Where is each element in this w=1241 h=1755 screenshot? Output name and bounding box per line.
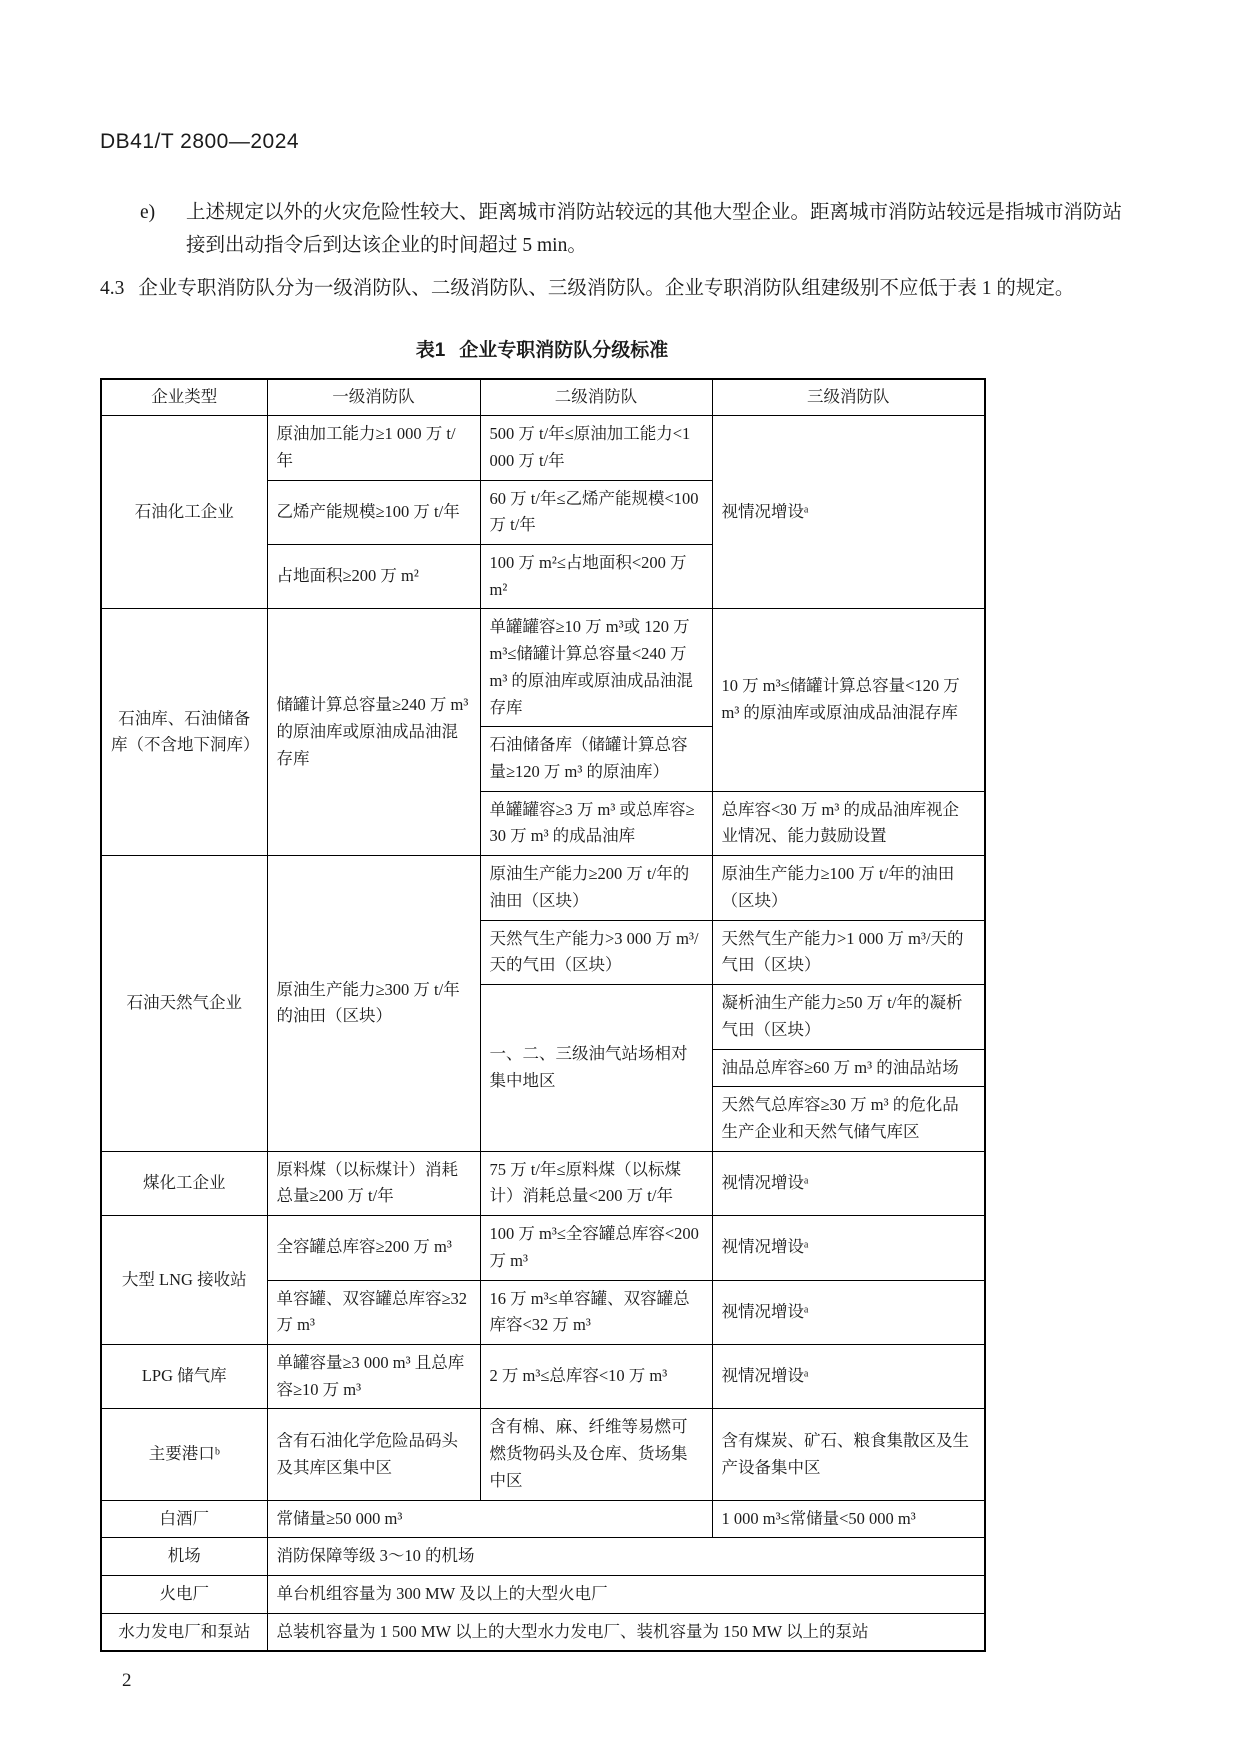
- table-header-row: [101, 379, 985, 415]
- page-number: 2: [122, 1670, 132, 1692]
- cell-gas-l3-r1: 原油生产能力≥100 万 t/年的油田（区块）: [712, 856, 985, 920]
- cell-hydro-span: 总装机容量为 1 500 MW 以上的大型水力发电厂、装机容量为 150 MW 以上的泵站: [267, 1613, 985, 1651]
- cell-baijiu-l3: 1 000 m³≤常储量<50 000 m³: [712, 1500, 985, 1538]
- column-header-level2: 二级消防队: [480, 379, 712, 415]
- cell-depot-l3-r12: 10 万 m³≤储罐计算总容量<120 万 m³ 的原油库或原油成品油混存库: [712, 609, 985, 791]
- cell-gas-l3-r4: 油品总库容≥60 万 m³ 的油品站场: [712, 1049, 985, 1087]
- cell-power-span: 单台机组容量为 300 MW 及以上的大型火电厂: [267, 1576, 985, 1614]
- cell-depot-l2-r3: 单罐罐容≥3 万 m³ 或总库容≥30 万 m³ 的成品油库: [480, 791, 712, 855]
- table-row: [101, 856, 985, 920]
- cell-coal-l2: 75 万 t/年≤原料煤（以标煤计）消耗总量<200 万 t/年: [480, 1151, 712, 1215]
- table-row: [101, 1500, 985, 1538]
- cell-gas-l3-r5: 天然气总库容≥30 万 m³ 的危化品生产企业和天然气储气库区: [712, 1087, 985, 1151]
- cell-gas-l2-r345: 一、二、三级油气站场相对集中地区: [480, 985, 712, 1152]
- cell-petrochemical-type: 石油化工企业: [101, 416, 267, 609]
- table-row: [101, 1151, 985, 1215]
- cell-port-l3: 含有煤炭、矿石、粮食集散区及生产设备集中区: [712, 1409, 985, 1500]
- clause-4-3: [100, 272, 1141, 305]
- cell-lng-l1-r1: 全容罐总库容≥200 万 m³: [267, 1216, 480, 1280]
- cell-depot-l2-r2: 石油储备库（储罐计算总容量≥120 万 m³ 的原油库）: [480, 727, 712, 791]
- cell-petro-l1-r1: 原油加工能力≥1 000 万 t/年: [267, 416, 480, 480]
- list-item-e-label: e): [140, 202, 156, 223]
- cell-airport-type: 机场: [101, 1538, 267, 1576]
- clause-text: 企业专职消防队分为一级消防队、二级消防队、三级消防队。企业专职消防队组建级别不应低于表 1 的规定。: [138, 278, 1075, 300]
- cell-port-l2: 含有棉、麻、纤维等易燃可燃货物码头及仓库、货场集中区: [480, 1409, 712, 1500]
- cell-petro-l2-r2: 60 万 t/年≤乙烯产能规模<100 万 t/年: [480, 480, 712, 544]
- table-row: [101, 1538, 985, 1576]
- cell-lng-l2-r2: 16 万 m³≤单容罐、双容罐总库容<32 万 m³: [480, 1280, 712, 1344]
- cell-coal-l3: 视情况增设ᵃ: [712, 1151, 985, 1215]
- table-row: [101, 609, 985, 727]
- cell-airport-span: 消防保障等级 3～10 的机场: [267, 1538, 985, 1576]
- cell-lng-type: 大型 LNG 接收站: [101, 1216, 267, 1345]
- clause-number: 4.3: [100, 278, 125, 300]
- cell-petro-l2-r1: 500 万 t/年≤原油加工能力<1 000 万 t/年: [480, 416, 712, 480]
- doc-number: DB41/T 2800—2024: [100, 130, 300, 153]
- table-row: [101, 1613, 985, 1651]
- cell-power-type: 火电厂: [101, 1576, 267, 1614]
- table-caption-label: 表1: [415, 340, 446, 362]
- column-header-enterprise-type: 企业类型: [101, 379, 267, 415]
- cell-lpg-l3: 视情况增设ᵃ: [712, 1344, 985, 1408]
- cell-lng-l1-r2: 单容罐、双容罐总库容≥32 万 m³: [267, 1280, 480, 1344]
- cell-lpg-type: LPG 储气库: [101, 1344, 267, 1408]
- cell-baijiu-l12: 常储量≥50 000 m³: [267, 1500, 712, 1538]
- cell-lpg-l1: 单罐容量≥3 000 m³ 且总库容≥10 万 m³: [267, 1344, 480, 1408]
- cell-depot-l2-r1: 单罐罐容≥10 万 m³或 120 万 m³≤储罐计算总容量<240 万 m³ 的原油库或原油成品油混存库: [480, 609, 712, 727]
- column-header-level3: 三级消防队: [712, 379, 985, 415]
- cell-gas-l3-r3: 凝析油生产能力≥50 万 t/年的凝析气田（区块）: [712, 985, 985, 1049]
- cell-baijiu-type: 白酒厂: [101, 1500, 267, 1538]
- cell-petro-l3: 视情况增设ᵃ: [712, 416, 985, 609]
- table-caption-title: 企业专职消防队分级标准: [459, 340, 669, 362]
- column-header-level1: 一级消防队: [267, 379, 480, 415]
- cell-lng-l2-r1: 100 万 m³≤全容罐总库容<200 万 m³: [480, 1216, 712, 1280]
- cell-lng-l3-r1: 视情况增设ᵃ: [712, 1216, 985, 1280]
- cell-depot-l1: 储罐计算总容量≥240 万 m³ 的原油库或原油成品油混存库: [267, 609, 480, 856]
- cell-petro-l1-r2: 乙烯产能规模≥100 万 t/年: [267, 480, 480, 544]
- cell-petro-l1-r3: 占地面积≥200 万 m²: [267, 545, 480, 609]
- cell-gas-type: 石油天然气企业: [101, 856, 267, 1151]
- table-row: [101, 416, 985, 480]
- cell-depot-type: 石油库、石油储备库（不含地下洞库）: [101, 609, 267, 856]
- cell-gas-l2-r2: 天然气生产能力>3 000 万 m³/天的气田（区块）: [480, 920, 712, 984]
- cell-petro-l2-r3: 100 万 m²≤占地面积<200 万 m²: [480, 545, 712, 609]
- table-caption: [100, 335, 984, 362]
- table-row: [101, 1409, 985, 1500]
- cell-hydro-type: 水力发电厂和泵站: [101, 1613, 267, 1651]
- cell-lpg-l2: 2 万 m³≤总库容<10 万 m³: [480, 1344, 712, 1408]
- cell-depot-l3-r3: 总库容<30 万 m³ 的成品油库视企业情况、能力鼓励设置: [712, 791, 985, 855]
- list-item-e: [100, 196, 1141, 262]
- list-item-e-text: 上述规定以外的火灾危险性较大、距离城市消防站较远的其他大型企业。距离城市消防站较远是指城市消防站接到出动指令后到达该企业的时间超过 5 min。: [186, 202, 1123, 257]
- table-row: [101, 1344, 985, 1408]
- cell-lng-l3-r2: 视情况增设ᵃ: [712, 1280, 985, 1344]
- cell-coal-l1: 原料煤（以标煤计）消耗总量≥200 万 t/年: [267, 1151, 480, 1215]
- cell-gas-l2-r1: 原油生产能力≥200 万 t/年的油田（区块）: [480, 856, 712, 920]
- cell-coal-type: 煤化工企业: [101, 1151, 267, 1215]
- table-row: [101, 1216, 985, 1280]
- classification-table: [100, 378, 986, 1652]
- cell-port-l1: 含有石油化学危险品码头及其库区集中区: [267, 1409, 480, 1500]
- cell-port-type: 主要港口ᵇ: [101, 1409, 267, 1500]
- cell-gas-l3-r2: 天然气生产能力>1 000 万 m³/天的气田（区块）: [712, 920, 985, 984]
- table-row: [101, 1576, 985, 1614]
- cell-gas-l1: 原油生产能力≥300 万 t/年的油田（区块）: [267, 856, 480, 1151]
